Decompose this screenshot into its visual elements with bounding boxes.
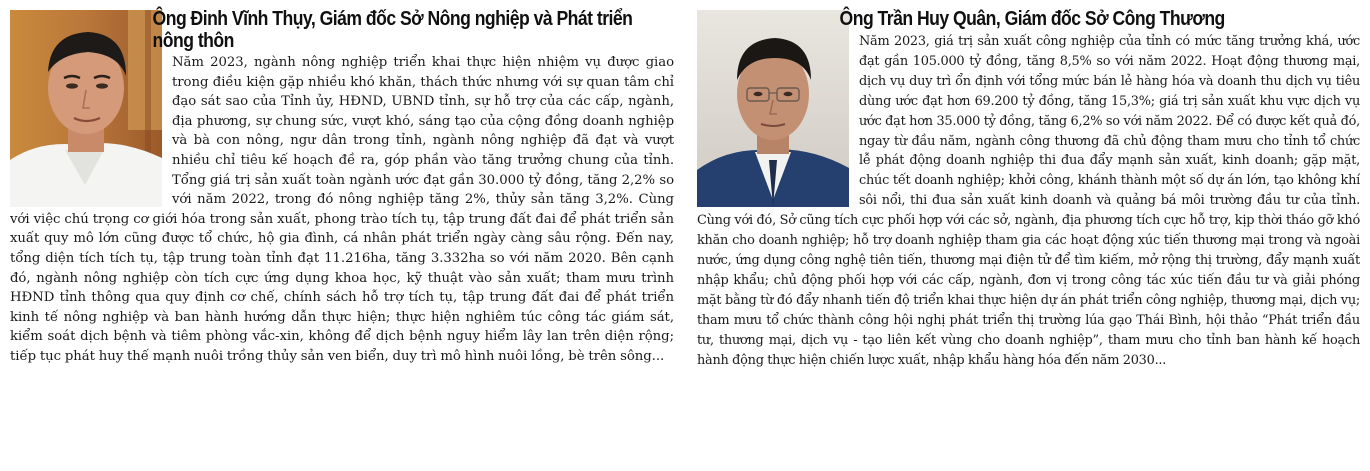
portrait-photo-tran-huy-quan [697,10,849,207]
portrait-image [697,10,849,207]
article-industry-trade [697,8,1360,370]
article-headline: Ông Trần Huy Quân, Giám đốc Sở Công Thương [839,8,1225,30]
article-agriculture [10,8,674,367]
article-body: Năm 2023, ngành nông nghiệp triển khai thực hiện nhiệm vụ được giao trong điều kiện gặp nhiều khó khăn, thách thức nhưng với sự quan tâm chỉ đạo sát sao của Tỉnh ủy, HĐND, UBND tỉnh, sự hỗ trợ của các cấp, ngành, địa phương, sự chung sức, vượt khó, sáng tạo của cộng đồng doanh nghiệp và bà con nông, ngư dân trong tỉnh, ngành nông nghiệp đã đạt và vượt nhiều chỉ tiêu kế hoạch đề ra, góp phần vào tăng trưởng chung của tỉnh. Tổng giá trị sản xuất toàn ngành ước đạt gần 30.000 tỷ đồng, tăng 2,2% so với năm 2022, trong đó nông nghiệp tăng 2%, thủy sản tăng 3,2%. Cùng với việc chú trọng cơ giới hóa trong sản xuất, phong trào tích tụ, tập trung đất đai để phát triển sản xuất quy mô lớn cũng được tổ chức, hộ gia đình, cá nhân phát triển ngày càng sâu rộng. Đến nay, tổng diện tích tích tụ, tập trung toàn tỉnh đạt 11.216ha, tăng 3.332ha so với năm 2020. Bên cạnh đó, ngành nông nghiệp còn tích cực ứng dụng khoa học, kỹ thuật vào sản xuất; tham mưu trình HĐND tỉnh thông qua quy định cơ chế, chính sách hỗ trợ tích tụ, tập trung đất đai để phát triển kinh tế nông nghiệp và ban hành hướng dẫn thực hiện; thực hiện nghiêm túc công tác giám sát, kiểm soát dịch bệnh và tiêm phòng vắc-xin, không để dịch bệnh nguy hiểm lây lan trên diện rộng; tiếp tục phát huy thế mạnh nuôi trồng thủy sản ven biển, duy trì mô hình nuôi lồng, bè trên sông... [10,55,674,364]
article-body: Năm 2023, giá trị sản xuất công nghiệp của tỉnh có mức tăng trưởng khá, ước đạt gần 105.000 tỷ đồng, tăng 8,5% so với năm 2022. Hoạt động thương mại, dịch vụ duy trì ổn định với tổng mức bán lẻ hàng hóa và doanh thu dịch vụ tiêu dùng ước đạt hơn 69.200 tỷ đồng, tăng 15,3%; giá trị sản xuất khu vực dịch vụ ước đạt hơn 35.000 tỷ đồng, tăng 6,2% so với năm 2022. Để có được kết quả đó, ngay từ đầu năm, ngành công thương đã chủ động tham mưu cho tỉnh tổ chức lễ phát động doanh nghiệp thi đua đẩy mạnh sản xuất, kinh doanh; gặp mặt, chúc tết doanh nghiệp; khởi công, khánh thành một số dự án lớn, tạo không khí sôi nổi, thi đua sản xuất kinh doanh và quảng bá môi trường đầu tư của tỉnh. Cùng với đó, Sở cũng tích cực phối hợp với các sở, ngành, địa phương tích cực hỗ trợ, kịp thời tháo gỡ khó khăn cho doanh nghiệp; hỗ trợ doanh nghiệp tham gia các hoạt động xúc tiến thương mại trong và ngoài nước, ứng dụng công nghệ tiên tiến, thương mại điện tử để tìm kiếm, mở rộng thị trường, đẩy mạnh xuất nhập khẩu; chủ động phối hợp với các cấp, ngành, đơn vị trong công tác xúc tiến đầu tư và giải phóng mặt bằng từ đó đẩy nhanh tiến độ triển khai thực hiện dự án phát triển công nghiệp, thương mại, dịch vụ; tham mưu tổ chức thành công hội nghị phát triển thị trường lúa gạo Thái Bình, hội thảo “Phát triển đầu tư, thương mại, dịch vụ - tạo liên kết vùng cho doanh nghiệp”, tham mưu cho tỉnh ban hành kế hoạch hành động thực hiện chiến lược xuất, nhập khẩu hàng hóa đến năm 2030... [697,34,1360,368]
article-headline: Ông Đinh Vĩnh Thụy, Giám đốc Sở Nông nghiệp và Phát triển nông thôn [152,8,633,52]
